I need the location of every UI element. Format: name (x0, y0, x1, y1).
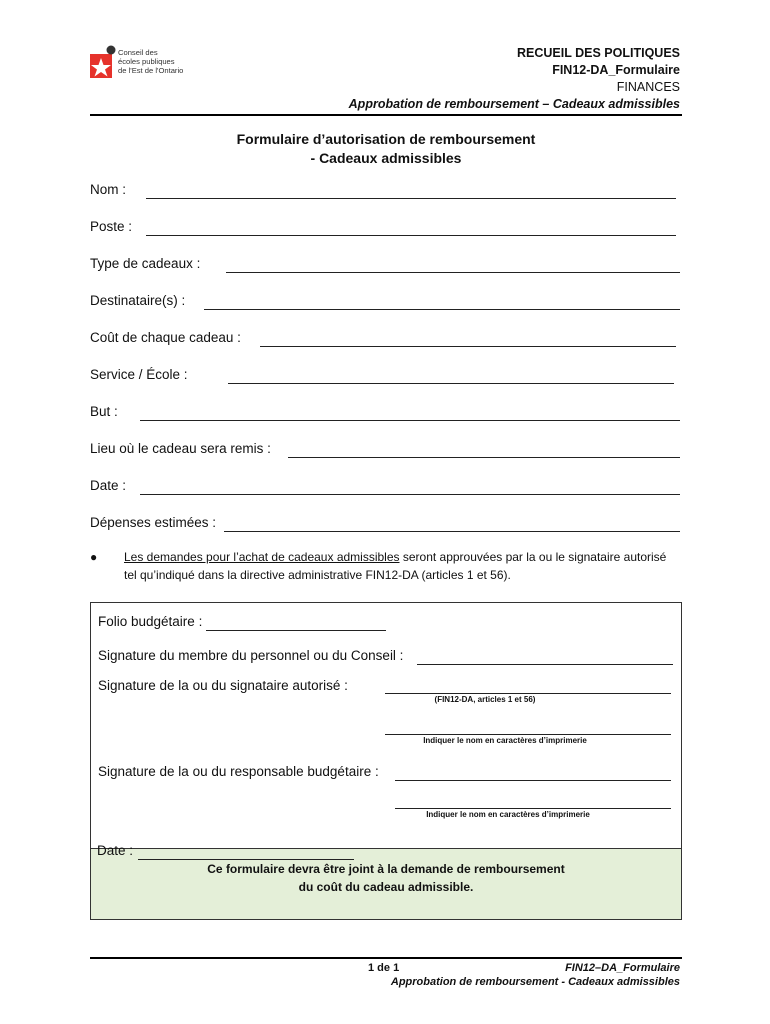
articles-caption: (FIN12-DA, articles 1 et 56) (434, 695, 536, 704)
field-nom-input-line[interactable] (146, 198, 676, 199)
field-poste-input-line[interactable] (146, 235, 676, 236)
star-figure-icon (90, 44, 120, 82)
field-service (90, 367, 682, 387)
field-type-cadeaux-label: Type de cadeaux : (90, 256, 201, 271)
folio-label: Folio budgétaire : (98, 614, 203, 629)
header-collection: RECUEIL DES POLITIQUES (517, 46, 680, 60)
approval-note-body: seront approuvées par la ou le signataire autorisé tel qu’indiqué dans la directive administrative FIN12-DA (articles 1 et 56). (124, 550, 667, 582)
logo-text-line-3: de l'Est de l'Ontario (118, 66, 184, 75)
folio-input-line[interactable] (206, 630, 386, 631)
header-section: FINANCES (616, 80, 680, 94)
signature-signataire-line[interactable] (385, 693, 671, 694)
footer-page-number: 1 de 1 (368, 962, 400, 974)
field-type-cadeaux (90, 256, 682, 276)
field-depenses (90, 515, 682, 535)
field-but-input-line[interactable] (140, 420, 680, 421)
budget-approval-box (90, 602, 682, 920)
signature-membre-label: Signature du membre du personnel ou du Conseil : (98, 648, 404, 663)
field-but-label: But : (90, 404, 118, 419)
field-destinataires (90, 293, 682, 313)
logo-text-line-2: écoles publiques (118, 57, 175, 66)
form-title-line-1: Formulaire d’autorisation de remboursement (236, 131, 536, 147)
signataire-name-caption: Indiquer le nom en caractères d’imprimerie (423, 736, 587, 745)
footer-subtitle: Approbation de remboursement - Cadeaux admissibles (390, 976, 680, 988)
field-poste (90, 219, 682, 239)
footer-rule (90, 957, 682, 959)
footer-form-id: FIN12–DA_Formulaire (565, 962, 680, 974)
box-date-input-line[interactable] (138, 859, 354, 860)
header-form-id: FIN12-DA_Formulaire (552, 63, 680, 77)
field-poste-label: Poste : (90, 219, 133, 234)
field-lieu-label: Lieu où le cadeau sera remis : (90, 441, 271, 456)
signature-responsable-label: Signature de la ou du responsable budgétaire : (98, 764, 379, 779)
form-title-line-2: - Cadeaux admissibles (310, 150, 462, 166)
header-subject: Approbation de remboursement – Cadeaux admissibles (348, 97, 680, 111)
field-cout-label: Coût de chaque cadeau : (90, 330, 241, 345)
field-service-label: Service / École : (90, 367, 188, 382)
field-destinataires-input-line[interactable] (204, 309, 680, 310)
signature-signataire-label: Signature de la ou du signataire autorisé : (98, 678, 348, 693)
header-rule (90, 114, 682, 116)
field-but (90, 404, 682, 424)
signature-membre-line[interactable] (417, 664, 673, 665)
field-lieu-input-line[interactable] (288, 457, 680, 458)
field-nom-label: Nom : (90, 182, 127, 197)
approval-note-link[interactable]: Les demandes pour l’achat de cadeaux admissibles (124, 550, 400, 564)
field-service-input-line[interactable] (228, 383, 674, 384)
box-date-label: Date : (97, 843, 134, 858)
field-lieu (90, 441, 682, 461)
signataire-name-line[interactable] (385, 734, 671, 735)
field-date-label: Date : (90, 478, 127, 493)
notice-line-1: Ce formulaire devra être joint à la demande de remboursement (207, 862, 565, 876)
field-date-input-line[interactable] (140, 494, 680, 495)
field-depenses-label: Dépenses estimées : (90, 515, 217, 530)
notice-line-2: du coût du cadeau admissible. (298, 880, 474, 894)
board-logo (90, 44, 220, 84)
responsable-name-line[interactable] (395, 808, 671, 809)
field-cout-input-line[interactable] (260, 346, 676, 347)
signature-responsable-line[interactable] (395, 780, 671, 781)
field-date (90, 478, 682, 498)
approval-note-text (124, 548, 680, 584)
field-destinataires-label: Destinataire(s) : (90, 293, 186, 308)
bullet-dot: ● (90, 550, 98, 564)
logo-text-line-1: Conseil des (118, 48, 158, 57)
field-cout (90, 330, 682, 350)
field-depenses-input-line[interactable] (224, 531, 680, 532)
responsable-name-caption: Indiquer le nom en caractères d’imprimerie (426, 810, 590, 819)
field-nom (90, 182, 682, 202)
field-type-cadeaux-input-line[interactable] (226, 272, 680, 273)
